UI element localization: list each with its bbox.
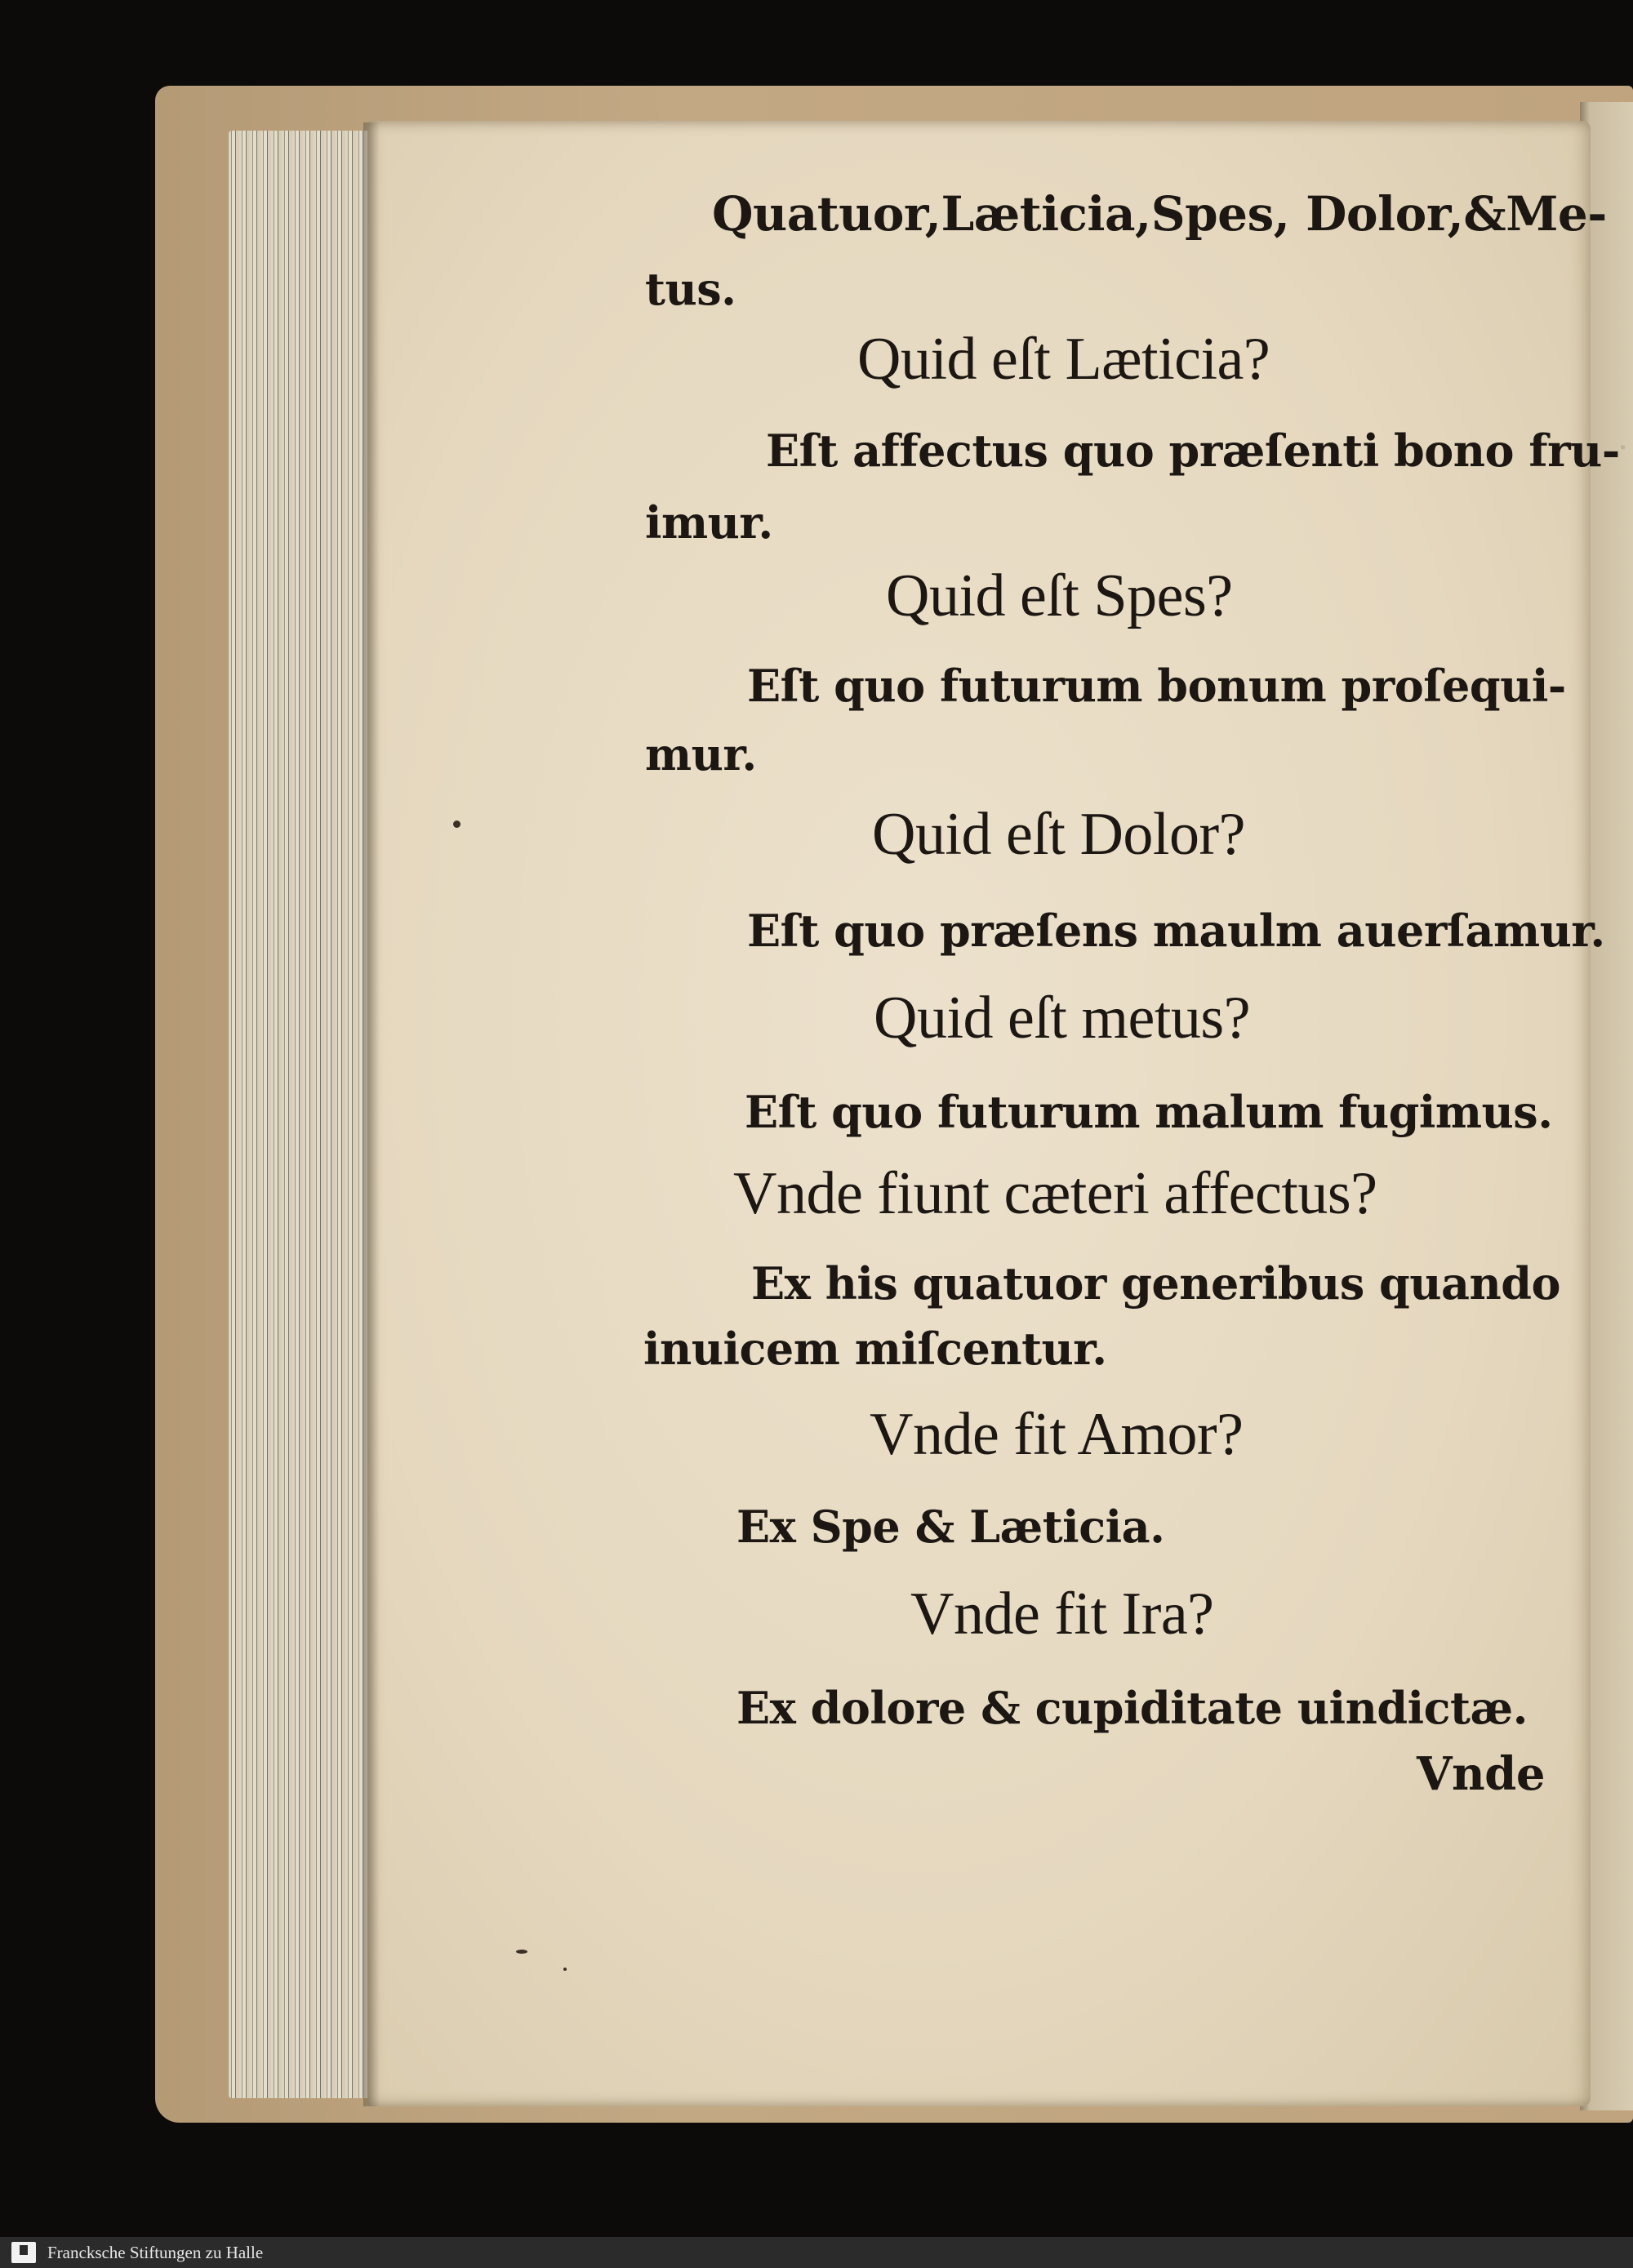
question-heading: Quid eſt Dolor? [872, 801, 1245, 868]
text-line: imur. [645, 496, 773, 549]
question-heading: Quid eſt Læticia? [857, 326, 1270, 393]
text-line: mur. [645, 728, 757, 780]
question-heading: Vnde fit Ira? [910, 1581, 1214, 1648]
catchword: Vnde [1417, 1747, 1545, 1801]
question-heading: Vnde fit Amor? [870, 1401, 1244, 1468]
paper-speck [516, 1950, 527, 1954]
question-heading: Vnde fiunt cæteri affectus? [733, 1160, 1377, 1227]
text-line: Ex Spe & Læticia. [736, 1501, 1165, 1553]
text-line: inuicem miſcentur. [643, 1323, 1107, 1375]
text-line: Ex his quatuor generibus quando [751, 1257, 1561, 1310]
text-line: tus. [645, 263, 736, 315]
question-heading: Quid eſt metus? [874, 985, 1251, 1052]
institution-logo-icon [11, 2242, 36, 2263]
text-line: Ex dolore & cupiditate uindictæ. [736, 1682, 1528, 1734]
show-through-text: · [1617, 426, 1630, 468]
paper-speck [453, 820, 461, 828]
question-heading: Quid eſt Spes? [886, 563, 1233, 629]
text-line: Eſt quo futurum bonum proſequi- [747, 660, 1566, 712]
paper-speck [563, 1968, 567, 1971]
text-line: Quatuor,Læticia,Spes, Dolor,&Me- [712, 186, 1607, 242]
institution-name: Francksche Stiftungen zu Halle [47, 2243, 264, 2262]
footer-bar [0, 2237, 1633, 2268]
page-edges [229, 131, 384, 2098]
text-line: Eſt quo futurum malum fugimus. [745, 1086, 1553, 1138]
text-line: Eſt quo præſens maulm auerſamur. [747, 905, 1605, 957]
gutter-shadow [363, 122, 380, 2106]
text-line: Eſt affectus quo præſenti bono fru- [766, 425, 1620, 477]
